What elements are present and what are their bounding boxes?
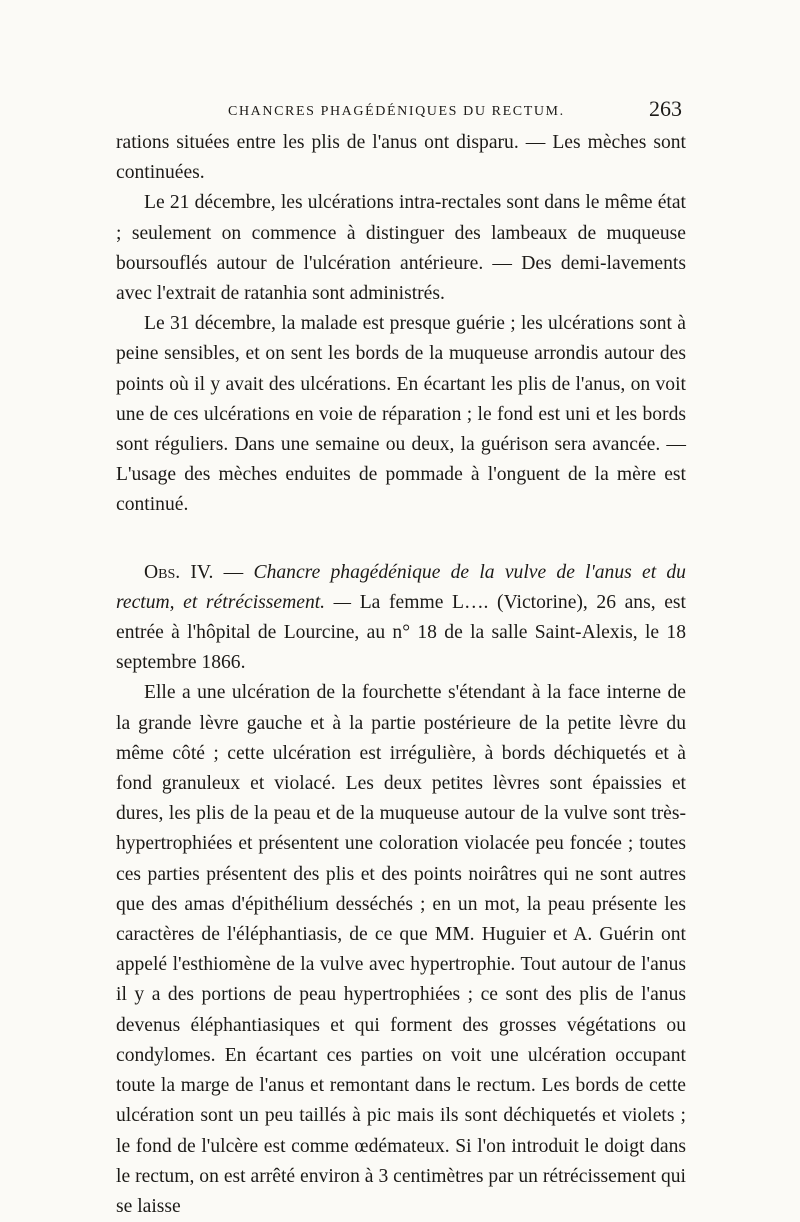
- page-header: [116, 96, 682, 126]
- page-number: 263: [649, 96, 682, 121]
- observation-title: Chancre phagédénique de la vulve de l'anus et du rectum, et rétrécissement. —: [116, 561, 686, 613]
- observation-body: Elle a une ulcération de la fourchette s'étendant à la face interne de la grande lèvre gauche et à la partie postérieure de la petite lèvre du même côté ; cette ulcération est irrégulière, à bords déchiquetés et à fond granuleux et violacé. Les deux petites lèvres sont épaissies et dures, les plis de la peau et de la muqueuse autour de la vulve sont très-hypertrophiées et présentent une coloration violacée peu foncée ; toutes ces parties présentent des plis et des points noirâtres qui ne sont autres que des amas d'épithélium desséchés ; en un mot, la peau présente les caractères de l'éléphantiasis, de ce que MM. Huguier et A. Guérin ont appelé l'esthiomène de la vulve avec hypertrophie. Tout autour de l'anus il y a des portions de peau hypertrophiées ; ce sont des plis de l'anus devenus éléphantiasiques et qui forment des grosses végétations ou condylomes. En écartant ces parties on voit une ulcération occupant toute la marge de l'anus et remontant dans le rectum. Les bords de cette ulcération sont un peu taillés à pic mais ils sont déchiquetés et violets ; le fond de l'ulcère est comme œdémateux. Si l'on introduit le doigt dans le rectum, on est arrêté environ à 3 centimètres par un rétrécissement qui se laisse: [116, 682, 686, 1217]
- body-text: [116, 128, 686, 1222]
- observation-label: Obs. IV. —: [144, 561, 244, 583]
- paragraph-31-december: Le 31 décembre, la malade est presque guérie ; les ulcérations sont à peine sensibles, et on sent les bords de la muqueuse arrondis autour des points où il y avait des ulcérations. En écartant les plis de l'anus, on voit une de ces ulcérations en voie de réparation ; le fond est uni et les bords sont réguliers. Dans une semaine ou deux, la guérison sera avancée. — L'usage des mèches enduites de pommade à l'onguent de la mère est continué.: [116, 313, 686, 516]
- observation-heading: [116, 558, 686, 679]
- paragraph-continuation: rations situées entre les plis de l'anus ont disparu. — Les mèches sont continuées.: [116, 132, 686, 184]
- running-head: CHANCRES PHAGÉDÉNIQUES DU RECTUM.: [228, 104, 565, 119]
- observation-intro: La femme L…. (Victorine), 26 ans, est entrée à l'hôpital de Lourcine, au n° 18 de la salle Saint-Alexis, le 18 septembre 1866.: [116, 591, 686, 674]
- paragraph-21-december: Le 21 décembre, les ulcérations intra-rectales sont dans le même état ; seulement on commence à distinguer des lambeaux de muqueuse boursouflés autour de l'ulcération antérieure. — Des demi-lavements avec l'extrait de ratanhia sont administrés.: [116, 192, 686, 305]
